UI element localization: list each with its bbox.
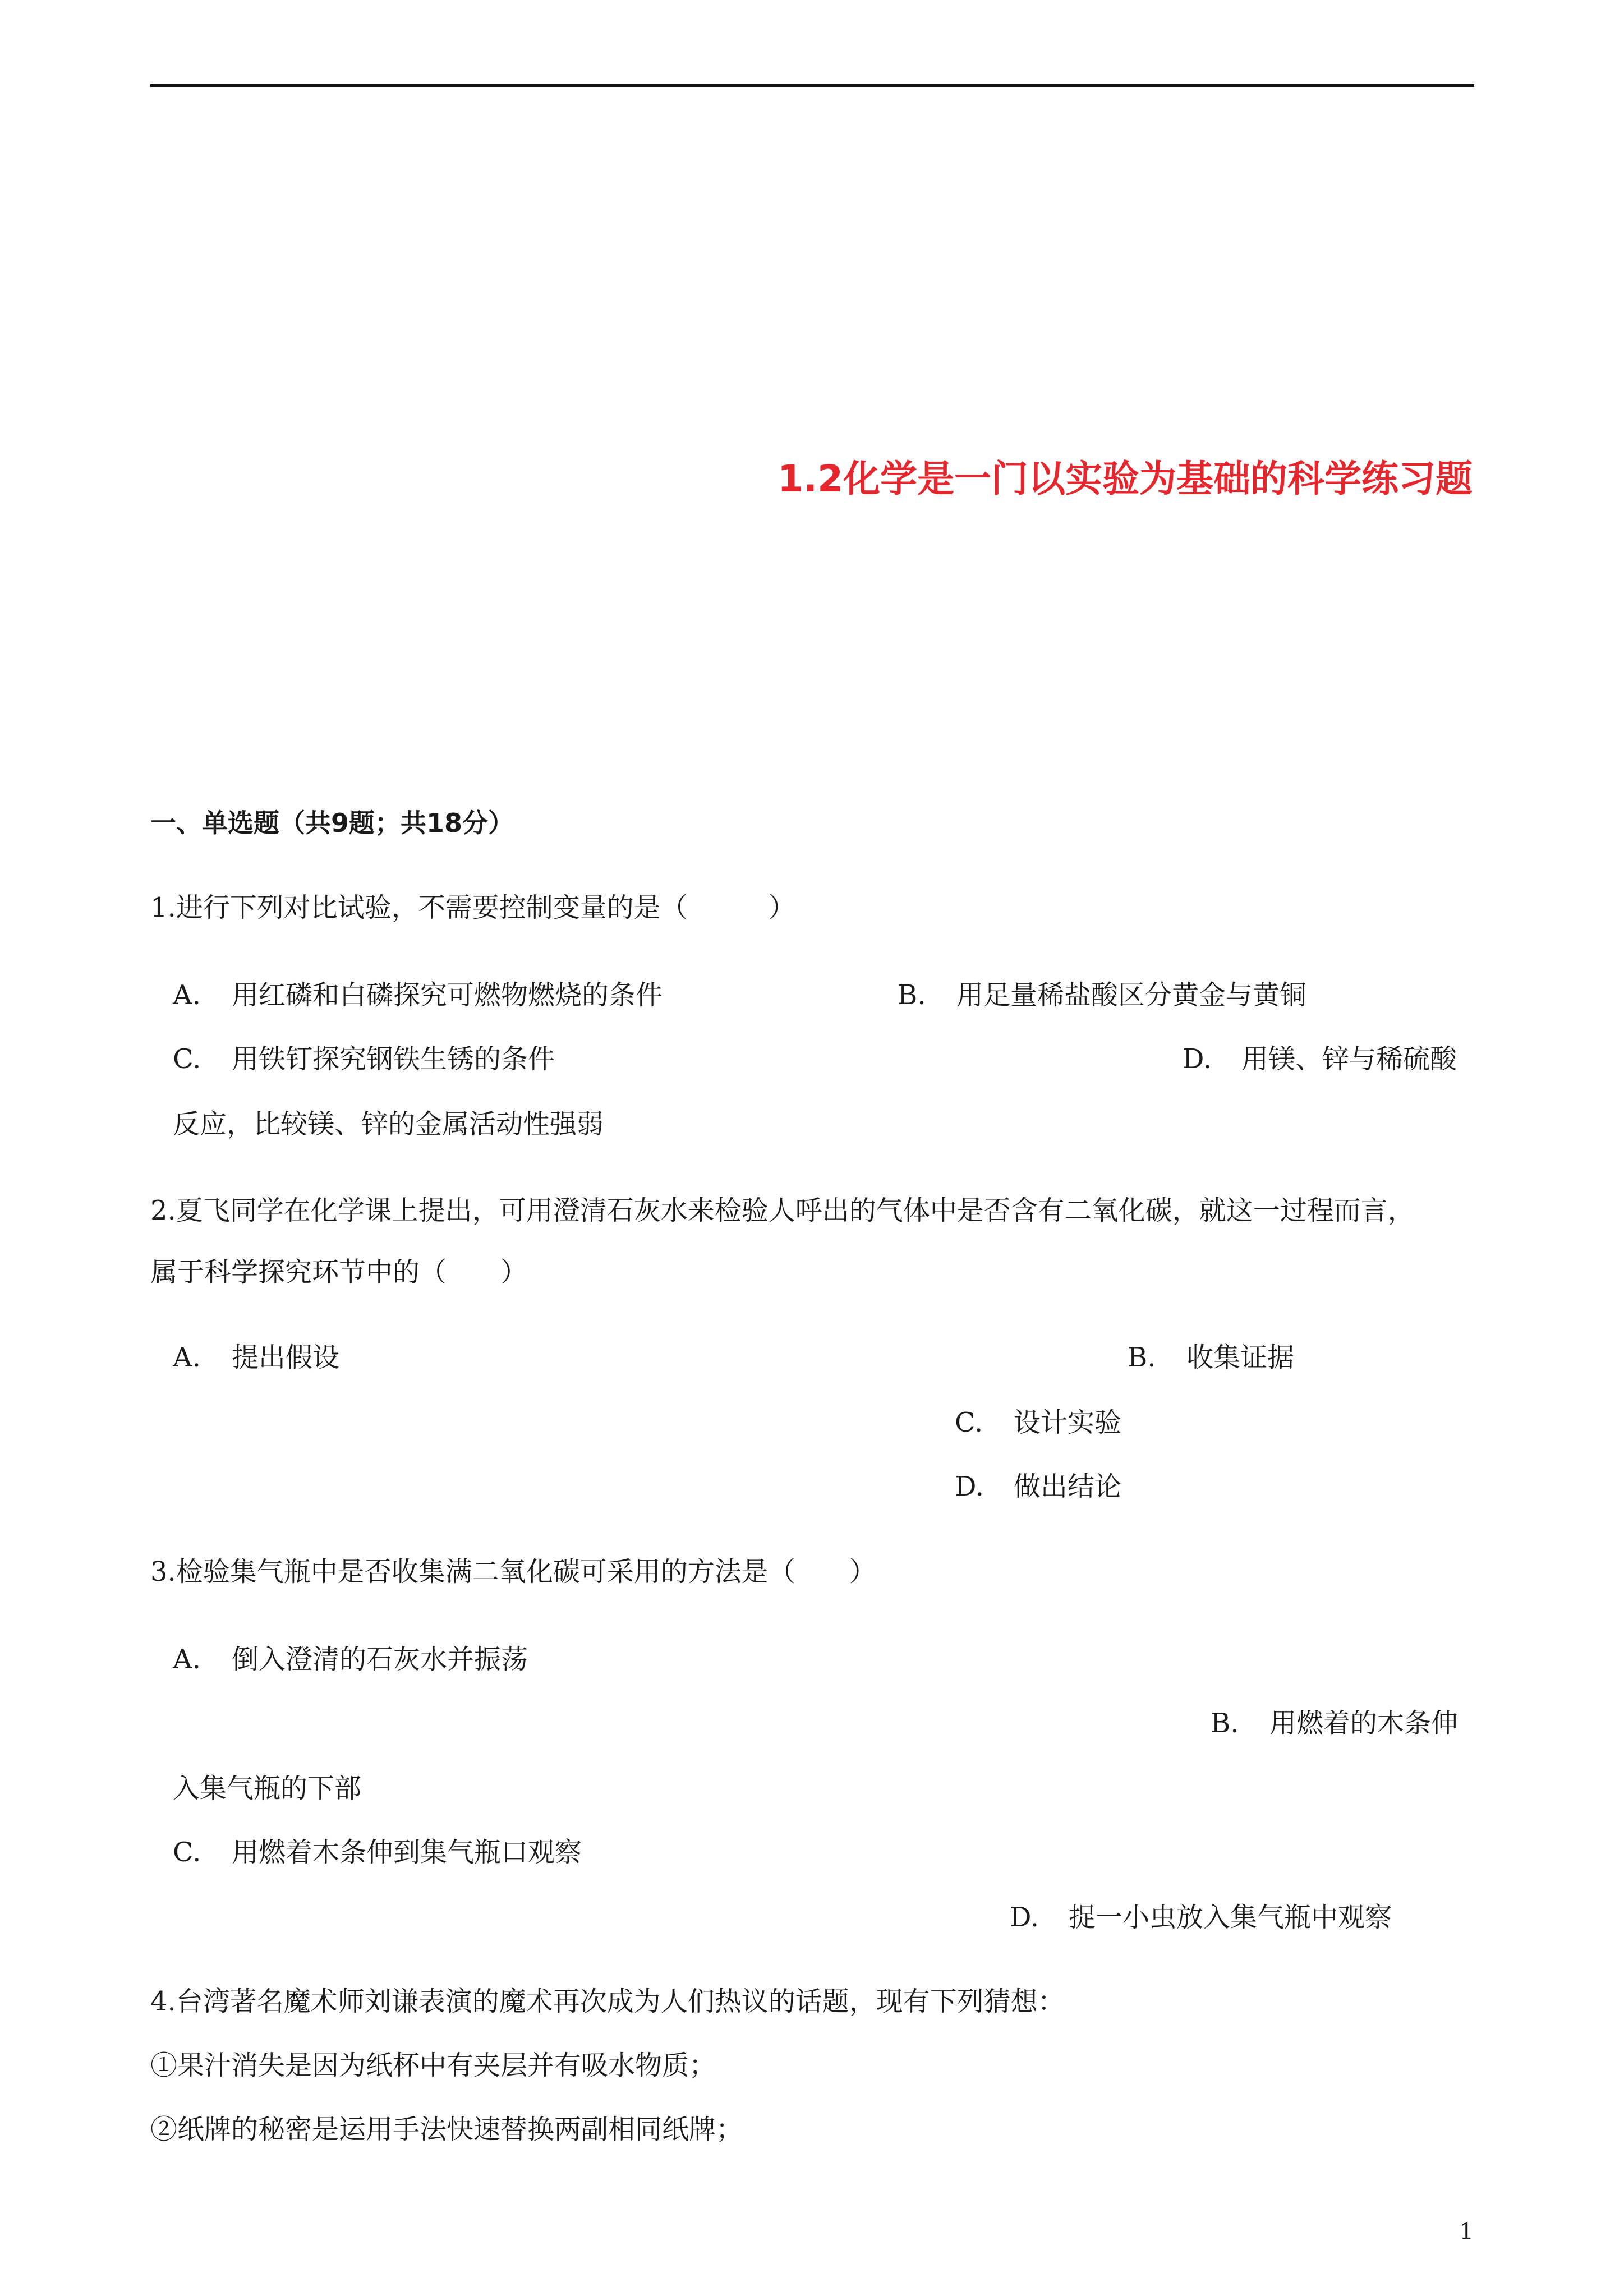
option-letter: B.	[1211, 1708, 1239, 1739]
option-text: 做出结论	[1014, 1471, 1122, 1502]
option-letter: C.	[173, 1837, 201, 1868]
option-text: 捉一小虫放入集气瓶中观察	[1069, 1902, 1392, 1933]
option-text: 用镁、锌与稀硫酸	[1241, 1043, 1457, 1075]
question-1-option-b	[898, 979, 1306, 1012]
question-3-stem: 3.检验集气瓶中是否收集满二氧化碳可采用的方法是（ ）	[150, 1556, 876, 1588]
question-1-stem: 1.进行下列对比试验，不需要控制变量的是（ ）	[150, 892, 795, 923]
question-2-option-d	[955, 1471, 1121, 1503]
question-3-option-d	[1010, 1902, 1392, 1934]
option-letter: D.	[1010, 1902, 1039, 1933]
question-1-option-d	[1183, 1043, 1457, 1076]
page-number: 1	[1459, 2219, 1474, 2244]
option-text: 用燃着木条伸到集气瓶口观察	[232, 1837, 582, 1868]
header-rule	[150, 84, 1474, 87]
question-2-stem-line-1: 2.夏飞同学在化学课上提出，可用澄清石灰水来检验人呼出的气体中是否含有二氧化碳，就这一过程而言，	[150, 1195, 1415, 1226]
question-3-option-b-continuation: 入集气瓶的下部	[173, 1773, 362, 1804]
option-letter: A.	[173, 1644, 201, 1675]
option-text: 用铁钉探究钢铁生锈的条件	[232, 1043, 555, 1075]
question-4-conjecture-2: ②纸牌的秘密是运用手法快速替换两副相同纸牌；	[150, 2114, 743, 2145]
question-4-conjecture-1: ①果汁消失是因为纸杯中有夹层并有吸水物质；	[150, 2050, 716, 2081]
question-4-stem: 4.台湾著名魔术师刘谦表演的魔术再次成为人们热议的话题，现有下列猜想：	[150, 1986, 1065, 2017]
option-letter: C.	[955, 1407, 983, 1438]
option-letter: D.	[1183, 1043, 1212, 1075]
option-letter: A.	[173, 1342, 201, 1373]
option-text: 设计实验	[1014, 1407, 1122, 1438]
question-2-option-c	[955, 1407, 1121, 1439]
option-letter: C.	[173, 1043, 201, 1075]
question-3-option-a	[173, 1644, 528, 1676]
option-text: 用燃着的木条伸	[1269, 1708, 1459, 1739]
question-2-option-b	[1128, 1342, 1294, 1374]
question-2-stem-line-2: 属于科学探究环节中的（ ）	[150, 1257, 528, 1288]
question-3-option-b	[1211, 1708, 1458, 1740]
option-text: 用红磷和白磷探究可燃物燃烧的条件	[232, 979, 663, 1011]
question-1-option-a	[173, 979, 663, 1012]
option-text: 倒入澄清的石灰水并振荡	[232, 1644, 528, 1675]
option-text: 用足量稀盐酸区分黄金与黄铜	[956, 979, 1307, 1011]
question-1-option-c	[173, 1043, 555, 1076]
question-1-option-d-continuation: 反应，比较镁、锌的金属活动性强弱	[173, 1108, 604, 1140]
page-title: 1.2化学是一门以实验为基础的科学练习题	[778, 457, 1473, 500]
question-3-option-c	[173, 1837, 582, 1869]
option-text: 提出假设	[232, 1342, 340, 1373]
question-2-option-a	[173, 1342, 339, 1374]
option-letter: D.	[955, 1471, 984, 1502]
section-heading: 一、单选题（共9题；共18分）	[150, 808, 514, 838]
option-letter: B.	[898, 979, 926, 1011]
option-letter: A.	[173, 979, 201, 1011]
option-text: 收集证据	[1186, 1342, 1295, 1373]
option-letter: B.	[1128, 1342, 1156, 1373]
